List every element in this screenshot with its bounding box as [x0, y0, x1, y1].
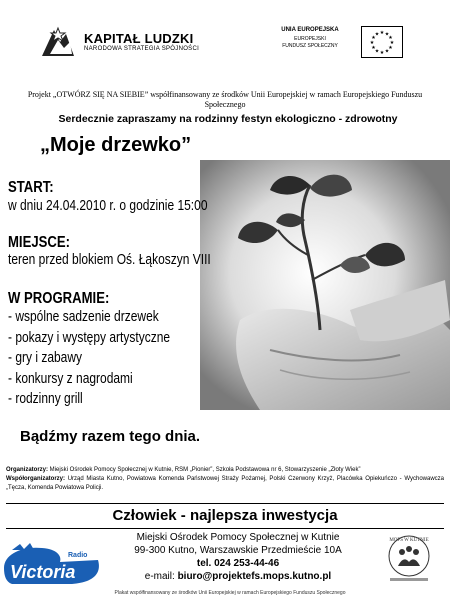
place-heading: MIEJSCE: — [8, 234, 70, 251]
project-note: Projekt „OTWÓRZ SIĘ NA SIEBIE” współfinansowany ze środków Unii Europejskiej w ramach Europejskiego Funduszu Społecznego — [27, 90, 423, 109]
svg-text:★: ★ — [371, 45, 376, 51]
co-organizers-text: Urząd Miasta Kutno, Powiatowa Komenda Państwowej Straży Pożarnej, Polski Czerwony Krzyż, Placówka Opiekuńczo - Wychowawcza „Tęcza, Komenda Powiatowa Policji. — [6, 476, 444, 491]
email-label: e-mail: — [144, 571, 178, 582]
co-organizers-label: Współorganizatorzy: — [6, 476, 66, 482]
divider — [6, 503, 444, 504]
together-slogan: Bądźmy razem tego dnia. — [20, 428, 201, 445]
program-list — [8, 307, 211, 410]
svg-text:★: ★ — [374, 31, 380, 38]
svg-text:★: ★ — [369, 40, 375, 46]
svg-text:★: ★ — [379, 30, 385, 36]
email-row — [118, 571, 358, 582]
kapital-ludzki-title: KAPITAŁ LUDZKI — [84, 31, 194, 46]
phone-number: tel. 024 253-44-46 — [196, 558, 280, 569]
divider — [6, 528, 444, 529]
program-item: - pokazy i występy artystyczne — [8, 328, 171, 346]
address-line2: 99-300 Kutno, Warszawskie Przedmieście 10A — [134, 545, 342, 556]
eu-line1: UNIA EUROPEJSKA — [281, 27, 339, 33]
eu-line2: EUROPEJSKI — [294, 36, 326, 42]
invitation-line: Serdecznie zapraszamy na rodzinny festyn ekologiczno - zdrowotny — [58, 113, 398, 125]
svg-text:★: ★ — [388, 35, 393, 41]
kapital-ludzki-logo-icon — [40, 24, 76, 58]
svg-text:★: ★ — [379, 50, 385, 56]
eu-flag-icon — [361, 26, 403, 58]
program-heading: W PROGRAMIE: — [8, 290, 110, 307]
start-heading: START: — [8, 179, 54, 196]
svg-text:★: ★ — [384, 48, 390, 55]
program-item: - rodzinny grill — [8, 390, 83, 407]
email-link[interactable]: biuro@projektefs.mops.kutno.pl — [177, 571, 332, 582]
plant-in-hands-image — [200, 160, 450, 410]
svg-text:★: ★ — [384, 31, 390, 38]
investment-slogan: Człowiek - najlepsza inwestycja — [112, 507, 338, 524]
place-text: teren przed blokiem Oś. Łąkoszyn VIII — [8, 251, 211, 268]
mops-logo-text: MOPS W KUTNIE — [389, 538, 429, 543]
organizers-label: Organizatorzy: — [6, 467, 49, 473]
svg-text:★: ★ — [374, 48, 380, 55]
footer-note: Plakat współfinansowany ze środków Unii Europejskiej w ramach Europejskiego Funduszu Społecznego — [114, 590, 346, 596]
radio-victoria-logo-icon — [2, 540, 102, 588]
start-text: w dniu 24.04.2010 r. o godzinie 15:00 — [8, 197, 208, 214]
svg-text:★: ★ — [389, 40, 395, 46]
svg-text:★: ★ — [388, 45, 393, 51]
eu-line3: FUNDUSZ SPOŁECZNY — [282, 43, 338, 49]
event-title: „Moje drzewko” — [40, 134, 192, 156]
victoria-label: Victoria — [10, 562, 76, 582]
kapital-ludzki-subtitle: NARODOWA STRATEGIA SPÓJNOŚCI — [84, 46, 200, 52]
organizers-text: Miejski Ośrodek Pomocy Społecznej w Kutnie, RSM „Pionier”, Szkoła Podstawowa nr 6, Stowarzyszenie „Złoty Wiek” — [48, 467, 361, 473]
svg-text:★: ★ — [371, 35, 376, 41]
mops-kutno-logo-icon — [378, 532, 440, 588]
organizers-block — [6, 466, 444, 500]
program-item: - gry i zabawy — [8, 349, 83, 366]
eu-block — [272, 25, 402, 61]
program-item: - wspólne sadzenie drzewek — [8, 308, 159, 325]
address-line1: Miejski Ośrodek Pomocy Społecznej w Kutnie — [136, 532, 340, 543]
radio-label: Radio — [68, 552, 88, 559]
program-item: - konkursy z nagrodami — [8, 369, 133, 387]
